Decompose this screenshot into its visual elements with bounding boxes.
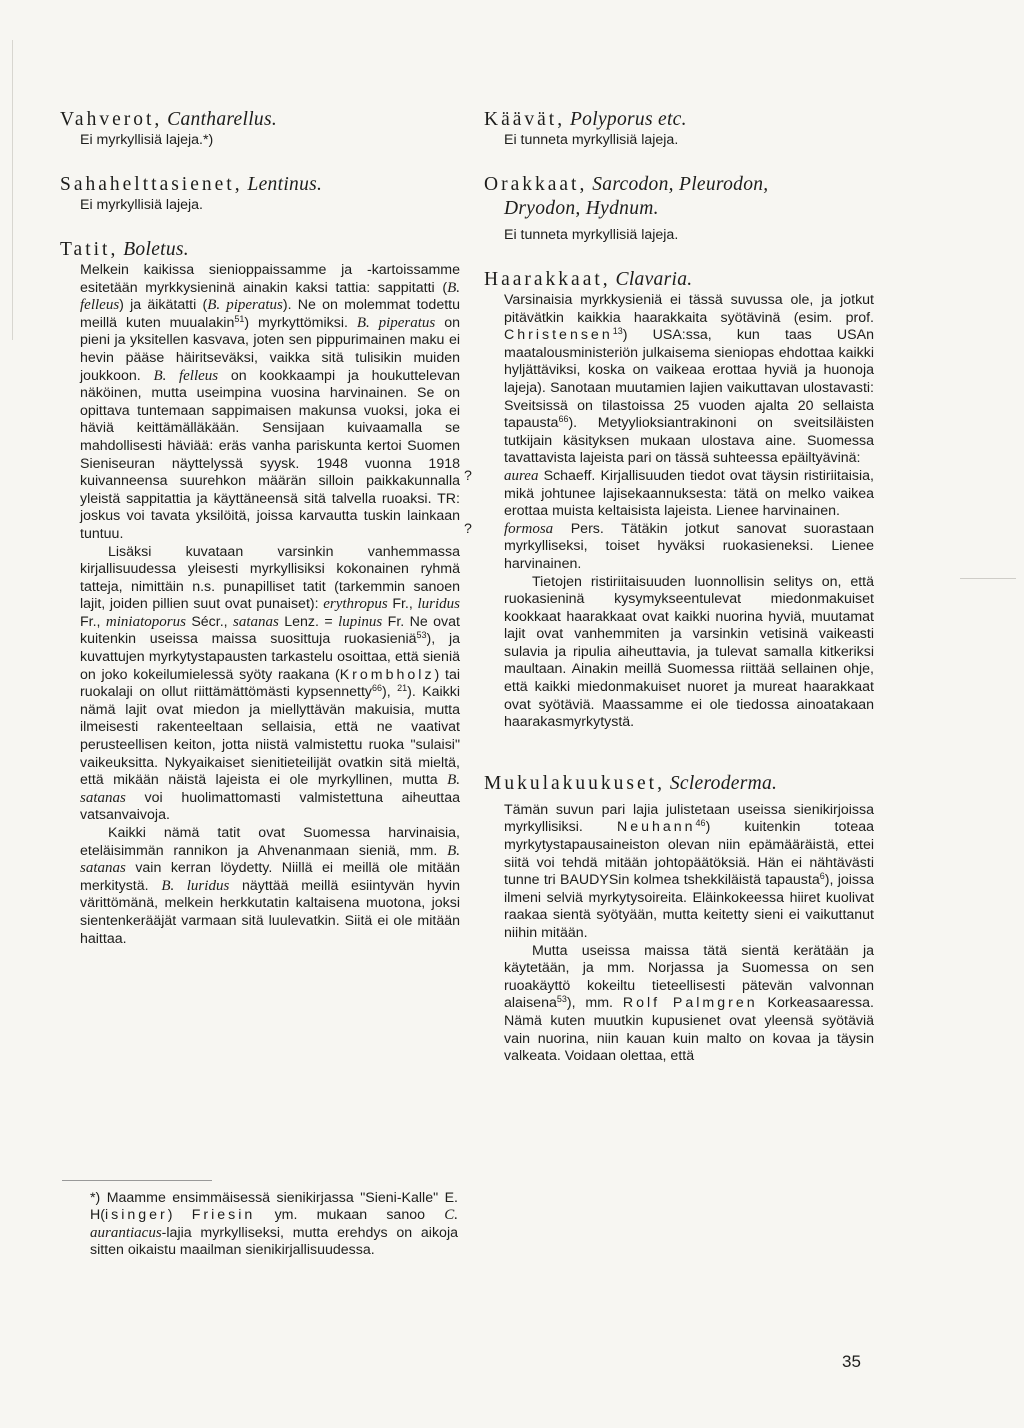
section-vahverot — [60, 108, 460, 149]
heading-orakkaat: Orakkaat, Sarcodon, Pleurodon, Dryodon, Hydnum. — [484, 174, 769, 219]
section-kaavat — [484, 108, 874, 149]
margin-mark — [960, 578, 1016, 579]
page-number: 35 — [842, 1352, 861, 1371]
section-tatit — [60, 238, 460, 948]
section-mukula — [484, 772, 874, 1066]
paragraph: Tietojen ristiriitaisuuden luonnollisin selitys on, että ruokasieninä kysymykseentulevat miedonmakuiset kookkaat haarakkaat ovat kaikki nuorina hyviä, muutamat lajit ovat vanhemmiten ja varsinkin vetisinä vaikeasti sulavia ja ripulia aiheuttavia, ja tulevat samalla kitkeriksi maultaan. Ainakin meillä Suomessa riittää sellainen ohje, että kaikki miedonmakuiset nuoret ja mureat haarakkaat ovat syötäviä. Maassamme ei ole tiedossa ainoatakaan haarakasmyrkytystä. — [504, 573, 874, 731]
section-orakkaat — [484, 173, 874, 244]
paragraph: Tämän suvun pari lajia julistetaan useissa sienikirjoissa myrkyllisiksi. Neuhann$^{46}$) kuitenkin toteaa myrkytystapausaineiston olevan niin epämääräistä, ettei siitä voi tehdä mitään johtopäätöksiä. Hän ei nähtävästi tunne tri BAUDYSin kolmea tshekkiläistä tapausta$^6$), joissa ilmeni selviä myrkytysoireita. Eläinkokeessa hiiret kuolivat raakaa sientä syötyään, mutta keitetty sieni ei vaikuttanut niihin mitään. — [504, 801, 875, 941]
page-edge-line — [12, 40, 13, 340]
body-haarakkaat — [464, 292, 874, 732]
heading-vahverot: Vahverot, Cantharellus. — [60, 109, 278, 130]
heading-mukula: Mukulakuukuset, Scleroderma. — [484, 772, 778, 794]
paragraph: Mutta useissa maissa tätä sientä kerätään ja käytetään, ja mm. Norjassa ja Suomessa on sen ruoakäyttö kokeiltu tieteellisesti pätevän valvonnan alaisena$^{53}$), mm. Rolf Palmgren Korkeasaaressa. Nämä kuten muutkin kupusienet ovat yleensä syötäviä vain nuorina, niin kauan kuin malto on kovaa ja täysin valkeata. Voidaan olettaa, että — [504, 942, 874, 1065]
footnote: *) Maamme ensimmäisessä sienikirjassa "Sieni-Kalle" E. H(isinger) Friesin ym. mukaan sanoo C. aurantiacus-lajia myrkylliseksi, mutta erehdys on aikoja sitten oikaistu maailman sienikirjallisuudessa. — [90, 1190, 458, 1259]
note-kaavat: Ei tunneta myrkyllisiä lajeja. — [504, 132, 679, 148]
note-orakkaat: Ei tunneta myrkyllisiä lajeja. — [504, 227, 679, 243]
paragraph: Kaikki nämä tatit ovat Suomessa harvinaisia, eteläisimmän rannikon ja Ahvenanmaan sieniä, mm. B. satanas vain kerran löydetty. Niillä ei meillä ole mitään merkitystä. B. luridus näyttää meillä esiintyvän hyvin värittömänä, melkein herkkutatin kaltaisena muotona, joksi sientenkerääjät varmaan sitä luulevatkin. Siitä ei ole mitään haittaa. — [80, 825, 460, 947]
species-entry: ? formosa Pers. Tätäkin jotkut sanovat suorastaan myrkylliseksi, toiset hyväksi ruokasieneksi. Lienee harvinainen. — [464, 520, 874, 572]
heading-sahaheltta: Sahahelttasienet, Lentinus. — [60, 174, 323, 195]
paragraph: Melkein kaikissa sienioppaissamme ja -kartoissamme esitetään myrkkysieninä ainakin kaksi tattia: sappitatti (B. felleus) ja äikätatti (B. piperatus). Ne on molemmat todettu meillä kuten muualakin$^{51}$) myrkyttömiksi. B. piperatus on pieni ja yksitellen kasvava, joten sen pippurimainen maku ei hevin pääse häiritseväksi, vaikka sitä tulisikin muiden joukkoon. B. felleus on kookkaampi ja houkuttelevan näköinen, mutta useimpina vuosina harvinainen. Se on opittava tuntemaan sappimaisen makunsa vuoksi, joka ei häviä keittämälläkään. Sensijaan kuivaamalla se mahdollisesti häviää: eräs vanha pariskunta kertoi Suomen Sieniseuran näyttelyssä syysk. 1948 vuonna 1918 kuivanneensa suurehkon määrän silloin paikkakunnalla yleistä sappitattia ja käyttäneensä sitä talvella ruoaksi. TR: joskus voi tavata yksilöitä, joissa karvautta tuskin lainkaan tuntuu. — [80, 262, 460, 542]
body-mukula — [504, 802, 874, 1066]
footnote-rule — [62, 1180, 212, 1181]
section-haarakkaat — [464, 268, 874, 732]
section-sahaheltta — [60, 173, 460, 214]
heading-kaavat: Käävät, Polyporus etc. — [484, 109, 687, 130]
species-entry: ? aurea Schaeff. Kirjallisuuden tiedot ovat täysin ristiriitaisia, mikä johtunee lajisekaannuksesta: tätä on melko vaikea erottaa muista keltaisista lajeista. Lienee harvinainen. — [464, 467, 874, 520]
right-column — [464, 108, 875, 1066]
left-column — [60, 108, 460, 948]
heading-haarakkaat: Haarakkaat, Clavaria. — [484, 269, 693, 290]
body-tatit — [80, 262, 460, 948]
heading-tatit: Tatit, Boletus. — [60, 239, 189, 260]
paragraph: Lisäksi kuvataan varsinkin vanhemmassa kirjallisuudessa yleisesti myrkyllisiksi kokonainen ryhmä tatteja, nimittäin n.s. punapilliset tatit (tarkemmin sanoen lajit, joiden pillien suut ovat punaiset): erythropus Fr., luridus Fr., miniatoporus Sécr., satanas Lenz. = lupinus Fr. Ne ovat kuitenkin useissa maissa suosittuja ruokasieniä$^{53}$), ja kuvattujen myrkytystapausten tarkastelu osoittaa, että sieniä on joko kokeilumielessä syöty raakana (Krombholz) tai ruokalaji on ollut riittämättömästi kypsennetty$^{66}$), $^{21}$). Kaikki nämä lajit ovat miedon ja miellyttävän makuisia, mutta ilmeisesti rakenteeltaan sellaisia, että ne vaativat perusteellisen keiton, jotta niistä valmistettu ruoka "sulaisi" vaikeuksitta. Nykyaikaiset sienitieteilijät ovatkin sitä mieltä, että mikään näistä lajeista ei ole myrkyllinen, mutta B. satanas voi huolimattomasti valmistettuna aiheuttaa vatsanvaivoja. — [80, 543, 461, 824]
paragraph: Varsinaisia myrkkysieniä ei tässä suvussa ole, ja jotkut pitävätkin kaikkia haarakkaita syötävinä (esim. prof. Christensen$^{13}$) USA:ssa, kun taas USAn maatalousministeriön julkaisema sieniopas ehdottaa kaikki hyljättäviksi, koska on vaikeaa erottaa hyviä ja huonoja lajeja). Sanotaan muutamien lajien vaikuttavan ulostavasti: Sveitsissä on tilastoissa 25 vuoden ajalta 20 sellaista tapausta$^{66}$). Metyylioksiantrakinoni on sveitsiläisten tutkijain käsityksen mukaan ulostava aine. Suomessa tavattavista lajeista pari on tässä suhteessa epäiltyävinä: — [504, 292, 874, 467]
note-sahaheltta: Ei myrkyllisiä lajeja. — [80, 197, 203, 213]
note-vahverot: Ei myrkyllisiä lajeja.*) — [80, 132, 214, 148]
